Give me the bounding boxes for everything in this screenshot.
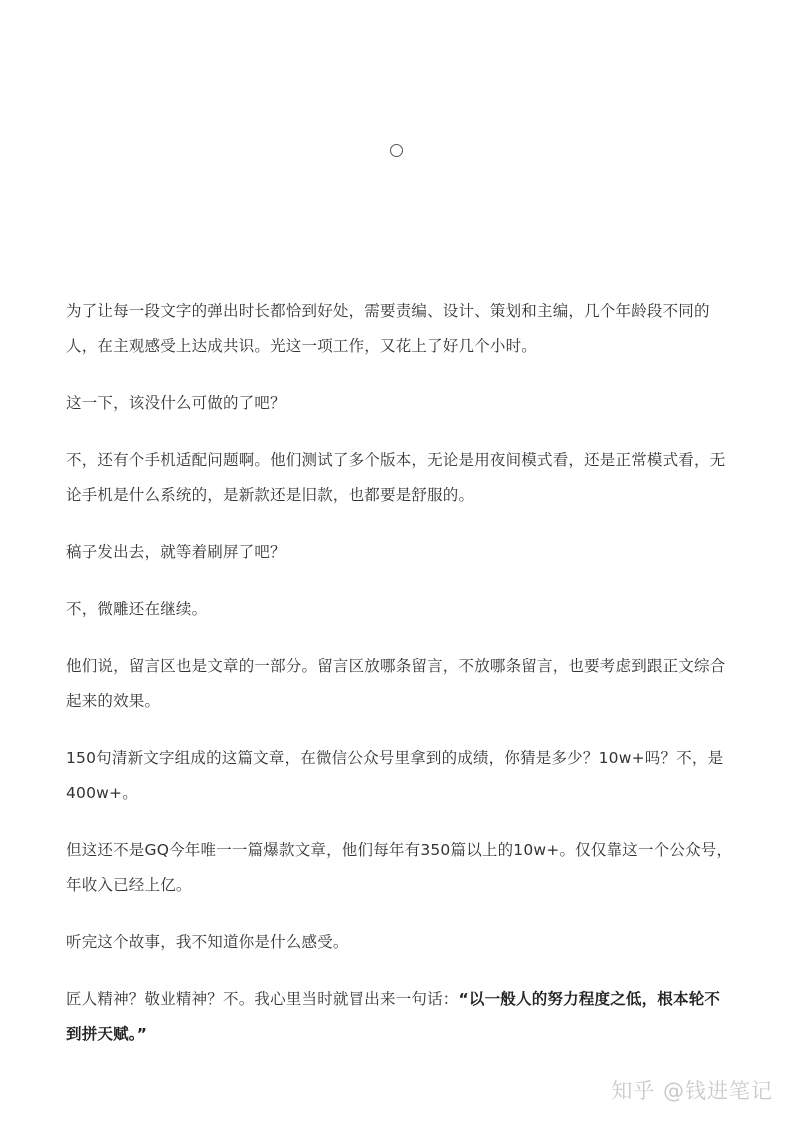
paragraph-9: 听完这个故事，我不知道你是什么感受。 [66, 933, 349, 951]
paragraph-10 [66, 982, 734, 1052]
paragraph-4: 稿子发出去，就等着刷屏了吧？ [66, 543, 286, 561]
paragraph-5: 不，微雕还在继续。 [66, 600, 208, 618]
circle-icon [390, 144, 403, 157]
bold-quote: “以一般人的努力程度之低，根本轮不到拼天赋。” [66, 990, 721, 1043]
paragraph-6: 他们说，留言区也是文章的一部分。留言区放哪条留言，不放哪条留言，也要考虑到跟正文综合起来的效果。 [66, 657, 726, 710]
paragraph-1: 为了让每一段文字的弹出时长都恰到好处，需要责编、设计、策划和主编，几个年龄段不同的人，在主观感受上达成共识。光这一项工作，又花上了好几个小时。 [66, 302, 710, 355]
watermark: 知乎 @钱进笔记 [611, 1079, 773, 1103]
paragraph-3: 不，还有个手机适配问题啊。他们测试了多个版本，无论是用夜间模式看，还是正常模式看，无论手机是什么系统的，是新款还是旧款，也都要是舒服的。 [66, 451, 726, 504]
article-body [66, 294, 734, 1074]
paragraph-2: 这一下，该没什么可做的了吧？ [66, 394, 286, 412]
paragraph-10-text: 匠人精神？敬业精神？不。我心里当时就冒出来一句话： [66, 990, 459, 1008]
paragraph-7: 150句清新文字组成的这篇文章，在微信公众号里拿到的成绩，你猜是多少？10w+吗？不，是400w+。 [66, 749, 724, 802]
paragraph-8: 但这还不是GQ今年唯一一篇爆款文章，他们每年有350篇以上的10w+。仅仅靠这一个公众号，年收入已经上亿。 [66, 841, 733, 894]
